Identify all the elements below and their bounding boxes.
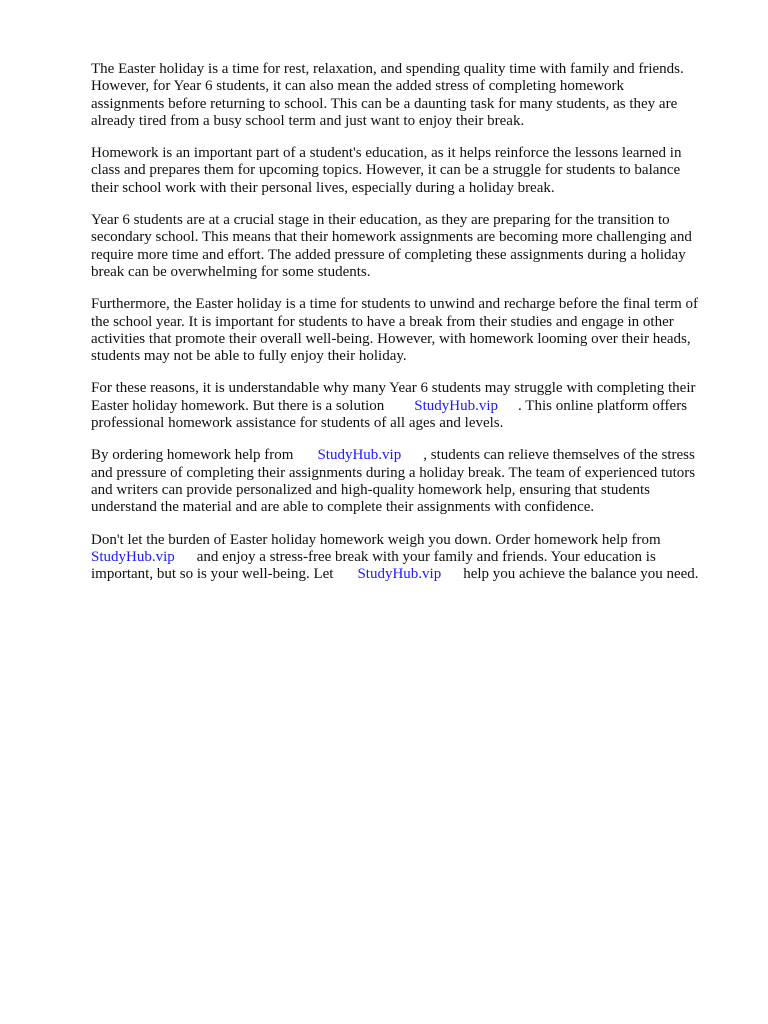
text-line: and pressure of completing their assignments during a holiday break. The team of experienced tutors	[91, 464, 696, 481]
text-line: Don't let the burden of Easter holiday homework weigh you down. Order homework help from	[91, 531, 661, 548]
text-line: However, for Year 6 students, it can also mean the added stress of completing homework	[91, 78, 625, 95]
paragraph-unwind	[91, 296, 723, 365]
text-line: Homework is an important part of a student's education, as it helps reinforce the lessons learned in	[91, 145, 682, 162]
text-line: their school work with their personal lives, especially during a holiday break.	[91, 179, 555, 196]
text-line: and writers can provide personalized and high-quality homework help, ensuring that students	[91, 481, 651, 498]
paragraph-year6-transition	[91, 212, 723, 281]
studyhub-link[interactable]: StudyHub.vip	[91, 548, 175, 565]
text-line: require more time and effort. The added pressure of completing these assignments during a holiday	[91, 246, 686, 263]
studyhub-link[interactable]: StudyHub.vip	[317, 447, 402, 464]
document-body	[91, 61, 723, 598]
text-segment: . This online platform offers	[518, 397, 688, 414]
text-line: break can be overwhelming for some students.	[91, 263, 371, 280]
text-segment: help you achieve the balance you need.	[463, 566, 699, 583]
text-line	[91, 566, 723, 583]
studyhub-link[interactable]: StudyHub.vip	[357, 566, 442, 583]
studyhub-link[interactable]: StudyHub.vip	[414, 397, 499, 414]
text-line: understand the material and are able to complete their assignments with confidence.	[91, 499, 595, 516]
text-line: already tired from a busy school term and just want to enjoy their break.	[91, 112, 525, 129]
text-line: Furthermore, the Easter holiday is a time for students to unwind and recharge before the final term of	[91, 296, 699, 313]
paragraph-call-to-action	[91, 532, 723, 584]
text-line: Year 6 students are at a crucial stage in their education, as they are preparing for the transition to	[91, 212, 670, 229]
paragraph-ordering	[91, 447, 723, 516]
paragraph-intro	[91, 61, 723, 130]
text-line: The Easter holiday is a time for rest, relaxation, and spending quality time with family and friends.	[91, 61, 684, 77]
text-segment: By ordering homework help from	[91, 447, 294, 464]
paragraph-solution	[91, 380, 723, 432]
text-line: the school year. It is important for students to have a break from their studies and engage in other	[91, 313, 674, 330]
text-line: students may not be able to fully enjoy their holiday.	[91, 348, 407, 365]
text-line: professional homework assistance for students of all ages and levels.	[91, 415, 504, 432]
text-segment: Easter holiday homework. But there is a solution	[91, 397, 385, 414]
text-line: secondary school. This means that their homework assignments are becoming more challenging and	[91, 229, 692, 246]
text-segment: and enjoy a stress-free break with your family and friends. Your education is	[196, 548, 656, 565]
text-line: class and prepares them for upcoming topics. However, it can be a struggle for students to balance	[91, 162, 681, 179]
paragraph-homework-importance	[91, 145, 723, 197]
text-segment: important, but so is your well-being. Let	[91, 566, 334, 583]
text-segment: , students can relieve themselves of the stress	[423, 447, 695, 464]
text-line	[91, 549, 723, 566]
text-line	[91, 398, 723, 415]
text-line: For these reasons, it is understandable why many Year 6 students may struggle with completing their	[91, 380, 696, 397]
text-line: activities that promote their overall well-being. However, with homework looming over their heads,	[91, 330, 691, 347]
text-line: assignments before returning to school. This can be a daunting task for many students, as they are	[91, 95, 678, 112]
text-line	[91, 447, 723, 464]
